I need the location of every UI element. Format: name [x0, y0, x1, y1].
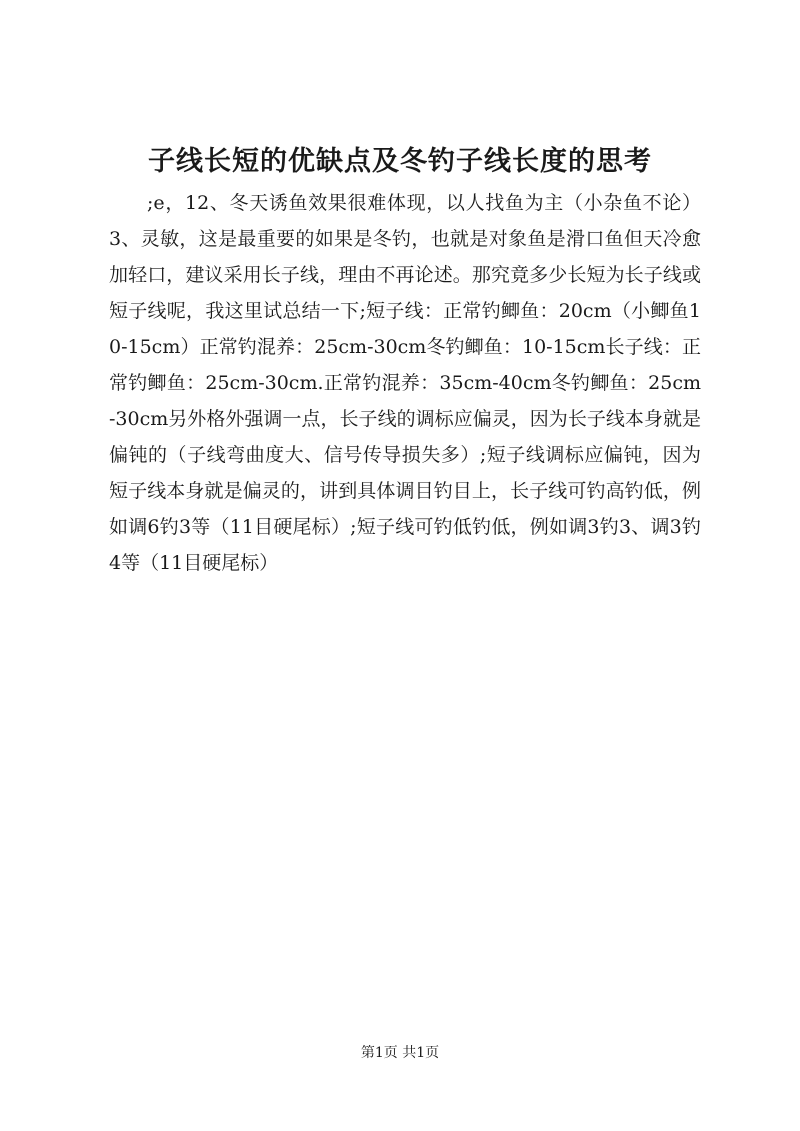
document-title: 子线长短的优缺点及冬钓子线长度的思考: [148, 146, 652, 177]
document-body-paragraph: ;e，12、冬天诱鱼效果很难体现，以人找鱼为主（小杂鱼不论）3、灵敏，这是最重要的如果是冬钓，也就是对象鱼是滑口鱼但天冷愈加轻口，建议采用长子线，理由不再论述。那究竟多少长短为长子线或短子线呢，我这里试总结一下;短子线：正常钓鲫鱼：20cm（小鲫鱼10-15cm）正常钓混养：25cm-30cm冬钓鲫鱼：10-15cm长子线：正常钓鲫鱼：25cm-30cm.正常钓混养：35cm-40cm冬钓鲫鱼：25cm-30cm另外格外强调一点，长子线的调标应偏灵，因为长子线本身就是偏钝的（子线弯曲度大、信号传导损失多）;短子线调标应偏钝，因为短子线本身就是偏灵的，讲到具体调目钓目上，长子线可钓高钓低，例如调6钓3等（11目硬尾标）;短子线可钓低钓低，例如调3钓3、调3钓4等（11目硬尾标）: [109, 192, 701, 574]
page-footer: 第1页 共1页: [360, 1045, 440, 1061]
